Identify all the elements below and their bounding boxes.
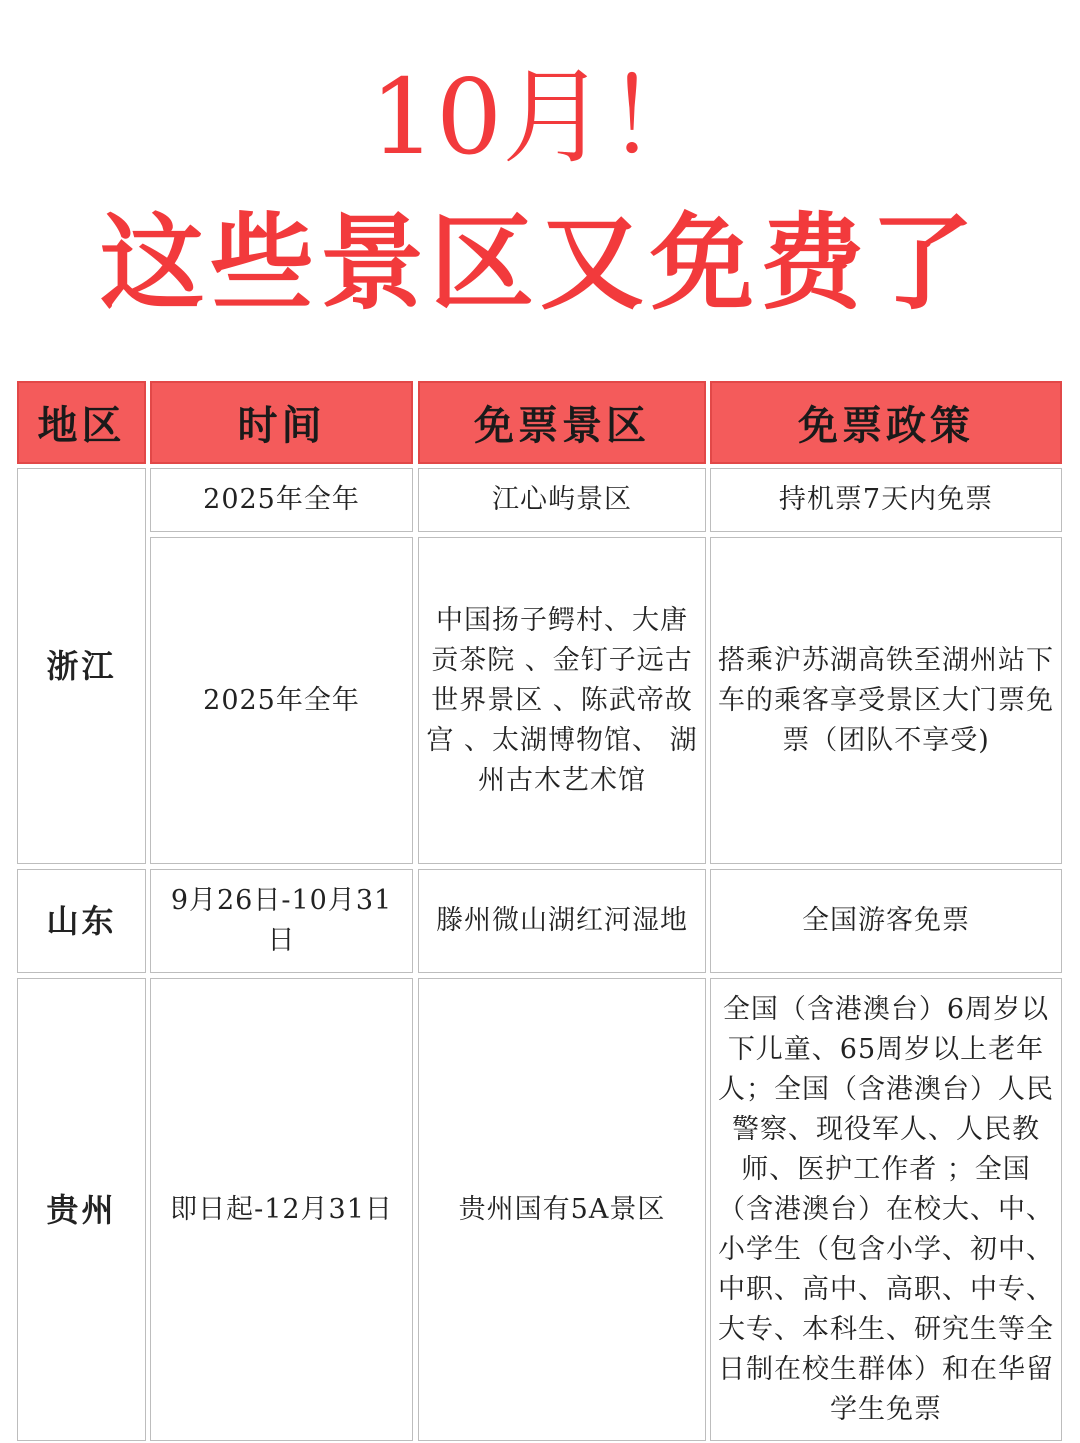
table-cell-time: 2025年全年 — [150, 468, 413, 532]
table-cell-spot: 中国扬子鳄村、大唐贡茶院 、金钉子远古世界景区 、陈武帝故宫 、太湖博物馆、 湖州古木艺术馆 — [418, 537, 706, 864]
table-cell-policy: 全国（含港澳台）6周岁以下儿童、65周岁以上老年人；全国（含港澳台）人民警察、现役军人、人民教师、医护工作者 ；全国（含港澳台）在校大、中、小学生（包含小学、初中、中职、高中、高职、中专、大专、本科生、研究生等全日制在校生群体）和在华留学生免票 — [710, 978, 1062, 1441]
header-region: 地区 — [17, 381, 146, 464]
title-line-1: 10月！ — [369, 56, 711, 178]
header-free-policy: 免票政策 — [710, 381, 1062, 464]
header-time: 时间 — [150, 381, 413, 464]
table-cell-time: 即日起-12月31日 — [150, 978, 413, 1441]
region-zhejiang: 浙江 — [17, 468, 146, 864]
table-cell-policy: 全国游客免票 — [710, 869, 1062, 973]
title-line-2: 这些景区又免费了 — [99, 201, 980, 324]
table-cell-time: 2025年全年 — [150, 537, 413, 864]
table-cell-time: 9月26日-10月31日 — [150, 869, 413, 973]
table-cell-policy: 搭乘沪苏湖高铁至湖州站下车的乘客享受景区大门票免票（团队不享受) — [710, 537, 1062, 864]
region-shandong: 山东 — [17, 869, 146, 973]
table-cell-spot: 滕州微山湖红河湿地 — [418, 869, 706, 973]
table-cell-spot: 贵州国有5A景区 — [418, 978, 706, 1441]
region-guizhou: 贵州 — [17, 978, 146, 1441]
header-free-spot: 免票景区 — [418, 381, 706, 464]
table-cell-spot: 江心屿景区 — [418, 468, 706, 532]
table-cell-policy: 持机票7天内免票 — [710, 468, 1062, 532]
